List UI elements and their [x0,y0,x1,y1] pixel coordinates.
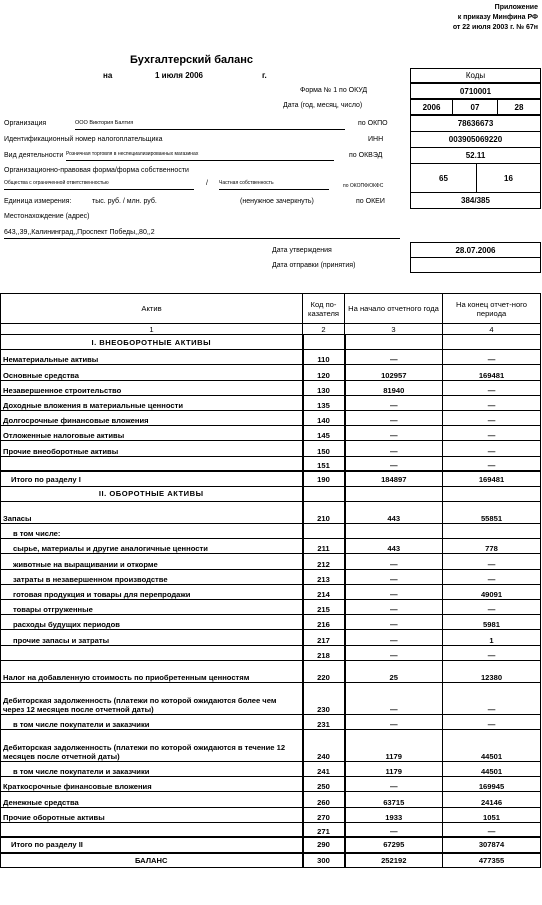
row-label: Долгосрочные финансовые вложения [1,410,303,425]
sending-label: Дата отправки (принятия) [272,262,356,269]
table-row [1,365,541,380]
value-start: 443 [345,539,443,554]
row-label: в том числе покупатели и заказчики [1,714,303,729]
empty-cell [345,335,443,350]
value-start: — [345,600,443,615]
value-start: — [345,822,443,837]
okved-code: 52.11 [410,147,541,164]
inn-code: 003905069220 [410,131,541,148]
table-row [1,584,541,599]
okved-label: по ОКВЭД [349,152,383,159]
page-title: Бухгалтерский баланс [130,54,254,66]
table-row [1,410,541,425]
row-label: в том числе: [1,524,303,539]
row-code: 271 [303,822,345,837]
row-label: Налог на добавленную стоимость по приобретенным ценностям [1,660,303,682]
row-code: 213 [303,569,345,584]
row-code: 151 [303,456,345,471]
value-end: 55851 [443,502,541,524]
col-header-start: На начало отчетного года [345,294,443,324]
row-code [303,524,345,539]
row-label: Итого по разделу I [1,471,303,486]
table-row [1,441,541,456]
okpo-code: 78636673 [410,115,541,132]
row-label: животные на выращивании и откорме [1,554,303,569]
value-end [443,524,541,539]
value-start: — [345,554,443,569]
row-code: 210 [303,502,345,524]
value-start: — [345,569,443,584]
table-row [1,822,541,837]
empty-cell [443,335,541,350]
value-start: 1179 [345,729,443,761]
row-label: Отложенные налоговые активы [1,426,303,441]
unit-label: Единица измерения: [4,198,72,205]
value-end: 12380 [443,660,541,682]
value-end: — [443,441,541,456]
value-start: — [345,714,443,729]
row-code: 217 [303,630,345,645]
table-row [1,615,541,630]
row-code: 220 [303,660,345,682]
date-year: 2006 [410,99,453,115]
legal-form-label: Организационно-правовая форма/форма собственности [4,167,189,174]
table-row [1,792,541,807]
row-code: 145 [303,426,345,441]
balance-date: 1 июля 2006 [155,71,203,80]
row-label: Дебиторская задолженность (платежи по которой ожидаются в течение 12 месяцев после отчетной даты) [1,729,303,761]
table-row [1,630,541,645]
inn-label: ИНН [368,136,384,143]
row-label: сырье, материалы и другие аналогичные ценности [1,539,303,554]
okfs-code: 16 [476,163,541,193]
row-label [1,822,303,837]
okpo-label: по ОКПО [358,120,388,127]
date-day: 28 [497,99,541,115]
table-row [1,539,541,554]
table-row [1,502,541,524]
appendix-line-2: к приказу Минфина РФ [457,14,538,21]
legal-form-value: Общества с ограниченной ответственностью [4,180,194,190]
table-row [1,350,541,365]
unit-note: (ненужное зачеркнуть) [240,198,314,205]
value-end: — [443,645,541,660]
value-end: 169945 [443,777,541,792]
codes-header: Коды [410,68,541,83]
empty-cell [303,486,345,501]
col-number-2: 2 [303,324,345,335]
row-label [1,645,303,660]
empty-cell [443,486,541,501]
row-code: 290 [303,837,345,852]
value-end: 778 [443,539,541,554]
value-end: 49091 [443,584,541,599]
row-label: Запасы [1,502,303,524]
row-code: 211 [303,539,345,554]
value-end: — [443,456,541,471]
okopf-label: по ОКОПФ/ОКФС [343,183,384,189]
date-month: 07 [452,99,498,115]
row-label: прочие запасы и затраты [1,630,303,645]
table-row [1,524,541,539]
table-row [1,456,541,471]
value-start: 81940 [345,380,443,395]
table-row [1,426,541,441]
value-end: — [443,410,541,425]
location-label: Местонахождение (адрес) [4,213,90,220]
value-end: 1 [443,630,541,645]
row-label: в том числе покупатели и заказчики [1,761,303,776]
row-code: 120 [303,365,345,380]
row-label: Денежные средства [1,792,303,807]
value-start: 252192 [345,853,443,868]
okopf-code: 65 [410,163,477,193]
appendix-note [453,3,538,33]
value-end: 5981 [443,615,541,630]
table-row [1,807,541,822]
row-code: 270 [303,807,345,822]
table-row [1,729,541,761]
table-row [1,380,541,395]
table-number-row [1,324,541,335]
row-code: 216 [303,615,345,630]
table-row [1,853,541,868]
approval-date: 28.07.2006 [410,242,541,258]
row-code: 231 [303,714,345,729]
value-start: 1933 [345,807,443,822]
form-code: 0710001 [410,83,541,99]
row-label: Основные средства [1,365,303,380]
approval-label: Дата утверждения [272,247,332,254]
activity-label: Вид деятельности [4,152,64,159]
row-code: 190 [303,471,345,486]
value-start: — [345,350,443,365]
col-number-4: 4 [443,324,541,335]
value-end: 477355 [443,853,541,868]
value-end: — [443,682,541,714]
value-start: — [345,645,443,660]
table-row [1,600,541,615]
table-row [1,682,541,714]
sending-date [410,257,541,273]
row-code: 240 [303,729,345,761]
table-row [1,761,541,776]
value-end: — [443,822,541,837]
section-title: I. ВНЕОБОРОТНЫЕ АКТИВЫ [1,335,303,350]
value-start: 25 [345,660,443,682]
inn-left-label: Идентификационный номер налогоплательщика [4,136,163,143]
value-end: 169481 [443,365,541,380]
row-code: 140 [303,410,345,425]
value-start: — [345,615,443,630]
slash: / [206,180,208,187]
row-label: готовая продукция и товары для перепродажи [1,584,303,599]
row-code: 300 [303,853,345,868]
row-label: Итого по разделу II [1,837,303,852]
empty-cell [345,486,443,501]
value-start: 63715 [345,792,443,807]
table-row [1,569,541,584]
value-start: — [345,456,443,471]
col-number-3: 3 [345,324,443,335]
activity-value: Розничная торговля в неспециализированных магазинах [66,151,334,161]
row-label: Доходные вложения в материальные ценности [1,395,303,410]
okei-code: 384/385 [410,192,541,209]
row-label: БАЛАНС [1,853,303,868]
org-label: Организация [4,120,47,127]
ownership-value: Частная собственность [219,180,329,190]
value-start: 443 [345,502,443,524]
value-start: — [345,395,443,410]
value-start: 102957 [345,365,443,380]
section-header-row [1,335,541,350]
row-code: 260 [303,792,345,807]
table-row [1,471,541,486]
empty-cell [303,335,345,350]
row-label: расходы будущих периодов [1,615,303,630]
col-number-1: 1 [1,324,303,335]
value-start [345,524,443,539]
table-row [1,777,541,792]
value-start: — [345,441,443,456]
col-header-end: На конец отчет-ного периода [443,294,541,324]
table-row [1,645,541,660]
table-header-row [1,294,541,324]
table-row [1,395,541,410]
row-label: Краткосрочные финансовые вложения [1,777,303,792]
value-end: — [443,714,541,729]
value-end: — [443,600,541,615]
row-label: затраты в незавершенном производстве [1,569,303,584]
date-label: Дата (год, месяц, число) [283,102,363,109]
appendix-line-1: Приложение [494,4,538,11]
row-label [1,456,303,471]
value-start: — [345,777,443,792]
unit-value: тыс. руб. / млн. руб. [92,198,157,205]
row-label: товары отгруженные [1,600,303,615]
section-header-row [1,486,541,501]
value-start: — [345,630,443,645]
okei-label: по ОКЕИ [356,198,385,205]
value-end: 169481 [443,471,541,486]
value-end: — [443,380,541,395]
row-code: 214 [303,584,345,599]
address: 643,,39,,Калининград,,Проспект Победы,,80,,2 [4,229,400,239]
col-header-asset: Актив [1,294,303,324]
table-row [1,714,541,729]
col-header-code: Код по-казателя [303,294,345,324]
appendix-line-3: от 22 июля 2003 г. № 67н [452,24,538,31]
value-end: 1051 [443,807,541,822]
value-end: — [443,554,541,569]
table-row [1,554,541,569]
value-end: 307874 [443,837,541,852]
value-start: 67295 [345,837,443,852]
row-code: 135 [303,395,345,410]
row-label: Нематериальные активы [1,350,303,365]
table-row [1,837,541,852]
row-label: Прочие оборотные активы [1,807,303,822]
value-start: — [345,584,443,599]
row-code: 215 [303,600,345,615]
value-end: — [443,569,541,584]
row-code: 110 [303,350,345,365]
value-start: — [345,410,443,425]
balance-table [0,293,541,868]
value-end: 44501 [443,729,541,761]
value-end: 24146 [443,792,541,807]
row-label: Дебиторская задолженность (платежи по которой ожидаются более чем через 12 месяцев после отчетной даты) [1,682,303,714]
value-start: — [345,682,443,714]
date-prefix: на [103,71,113,80]
value-start: 184897 [345,471,443,486]
value-end: 44501 [443,761,541,776]
value-end: — [443,350,541,365]
form-label: Форма № 1 по ОКУД [300,87,368,94]
row-code: 230 [303,682,345,714]
row-code: 241 [303,761,345,776]
section-title: II. ОБОРОТНЫЕ АКТИВЫ [1,486,303,501]
date-suffix: г. [262,71,267,80]
row-code: 212 [303,554,345,569]
table-row [1,660,541,682]
row-label: Незавершенное строительство [1,380,303,395]
row-label: Прочие внеоборотные активы [1,441,303,456]
row-code: 150 [303,441,345,456]
org-name: ООО Виктория Балтия [75,120,345,130]
value-end: — [443,395,541,410]
value-start: — [345,426,443,441]
row-code: 250 [303,777,345,792]
row-code: 130 [303,380,345,395]
value-start: 1179 [345,761,443,776]
value-end: — [443,426,541,441]
row-code: 218 [303,645,345,660]
